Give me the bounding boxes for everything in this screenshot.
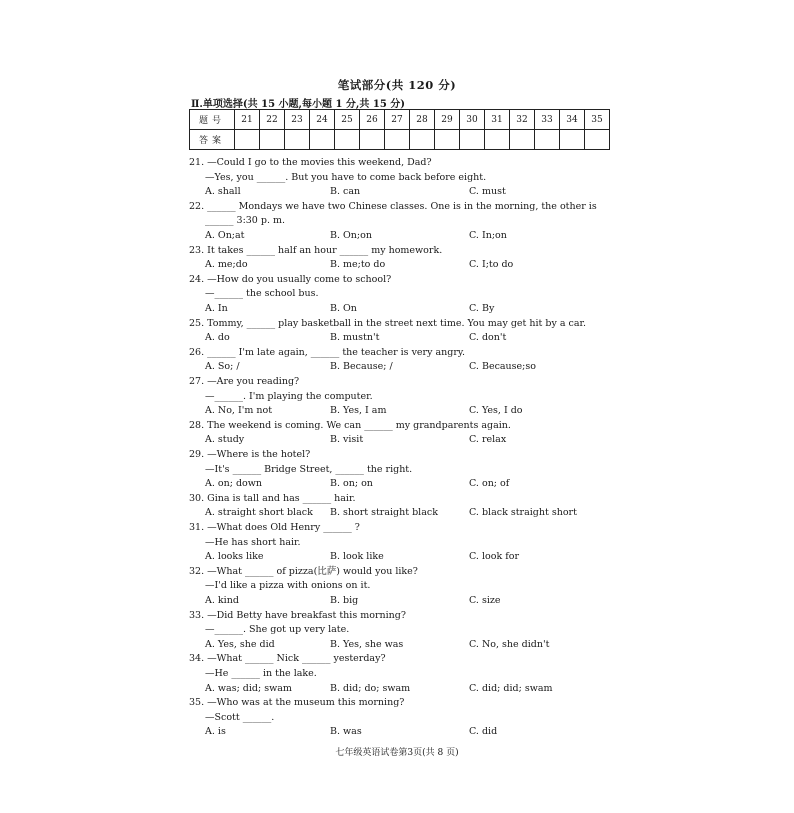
- question-stem: [0, 652, 794, 666]
- options-row: [0, 331, 794, 345]
- option-b[interactable]: B. Because; /: [330, 361, 393, 373]
- answer-cell[interactable]: [310, 130, 335, 150]
- option-b[interactable]: B. mustn't: [330, 332, 380, 344]
- options-row: [0, 725, 794, 739]
- answer-cell[interactable]: [460, 130, 485, 150]
- option-b[interactable]: B. big: [330, 595, 359, 606]
- answer-table-number: 33: [535, 110, 560, 130]
- answer-cell[interactable]: [560, 130, 585, 150]
- option-a[interactable]: A. On;at: [205, 230, 245, 241]
- question-text: 31. —What does Old Henry ______ ?: [189, 522, 360, 533]
- answer-cell[interactable]: [260, 130, 285, 150]
- option-a[interactable]: A. looks like: [205, 551, 264, 563]
- question-stem: [0, 565, 794, 579]
- question-text: 34. —What ______ Nick ______ yesterday?: [189, 653, 386, 665]
- answer-table-number: 22: [260, 110, 285, 130]
- question-text: 30. Gina is tall and has ______ hair.: [189, 492, 356, 504]
- answer-table-number: 25: [335, 110, 360, 130]
- question-text: —It's ______ Bridge Street, ______ the right.: [205, 463, 413, 475]
- question-stem: [0, 273, 794, 287]
- question-stem: [0, 375, 794, 389]
- answer-table-row2-label: 答案: [190, 130, 235, 150]
- options-row: [0, 682, 794, 696]
- option-b[interactable]: B. Yes, I am: [330, 405, 387, 417]
- question-line: [0, 667, 794, 681]
- question-text: —Scott ______.: [205, 711, 275, 723]
- section-heading: Ⅱ.单项选择(共 15 小题,每小题 1 分,共 15 分): [191, 99, 406, 110]
- answer-table-number: 23: [285, 110, 310, 130]
- option-a[interactable]: A. shall: [205, 186, 241, 198]
- option-c[interactable]: C. did: [469, 726, 498, 738]
- option-b[interactable]: B. visit: [330, 434, 364, 446]
- option-b[interactable]: B. Yes, she was: [330, 638, 404, 650]
- question-stem: [0, 200, 794, 214]
- options-row: [0, 477, 794, 491]
- answer-table-number: 28: [410, 110, 435, 130]
- option-c[interactable]: C. must: [469, 186, 506, 198]
- options-row: [0, 638, 794, 652]
- question-text: 22. ______ Mondays we have two Chinese classes. One is in the morning, the other is: [189, 200, 597, 212]
- answer-cell[interactable]: [385, 130, 410, 150]
- question-text: —He ______ in the lake.: [205, 668, 317, 679]
- options-row: [0, 433, 794, 447]
- question-text: —______ the school bus.: [205, 288, 319, 300]
- option-c[interactable]: C. By: [469, 303, 495, 314]
- option-c[interactable]: C. look for: [469, 551, 520, 563]
- question-text: 24. —How do you usually come to school?: [189, 273, 392, 285]
- option-b[interactable]: B. On;on: [330, 230, 372, 241]
- question-text: 23. It takes ______ half an hour ______ my homework.: [189, 244, 443, 256]
- answer-cell[interactable]: [285, 130, 310, 150]
- question-stem: [0, 696, 794, 710]
- answer-cell[interactable]: [485, 130, 510, 150]
- answer-table-number: 34: [560, 110, 585, 130]
- options-row: [0, 229, 794, 243]
- question-stem: [0, 521, 794, 535]
- option-c[interactable]: C. In;on: [469, 230, 507, 241]
- answer-table-number: 21: [235, 110, 260, 130]
- option-b[interactable]: B. on; on: [330, 478, 373, 490]
- question-line: [0, 463, 794, 477]
- option-b[interactable]: B. me;to do: [330, 259, 386, 271]
- question-stem: [0, 317, 794, 331]
- question-text: ______ 3:30 p. m.: [205, 215, 286, 227]
- option-b[interactable]: B. look like: [330, 551, 384, 563]
- question-stem: [0, 346, 794, 360]
- answer-cell[interactable]: [410, 130, 435, 150]
- option-a[interactable]: A. do: [205, 332, 230, 344]
- answer-table-number: 35: [585, 110, 610, 130]
- answer-table-row1-label: 题号: [190, 110, 235, 130]
- option-c[interactable]: C. size: [469, 595, 501, 606]
- question-text: —______. She got up very late.: [205, 624, 350, 636]
- option-b[interactable]: B. did; do; swam: [330, 682, 411, 694]
- options-row: [0, 404, 794, 418]
- answer-cell[interactable]: [535, 130, 560, 150]
- answer-table-number: 27: [385, 110, 410, 130]
- answer-table-number: 26: [360, 110, 385, 130]
- options-row: [0, 302, 794, 316]
- question-text: 26. ______ I'm late again, ______ the teacher is very angry.: [189, 346, 466, 358]
- option-a[interactable]: A. on; down: [205, 478, 263, 490]
- page-footer: 七年级英语试卷第3页(共 8 页): [335, 748, 459, 758]
- question-text: —He has short hair.: [205, 536, 301, 548]
- question-text: —______. I'm playing the computer.: [205, 390, 373, 402]
- question-text: 32. —What ______ of pizza(比萨) would you like?: [189, 565, 418, 577]
- answer-table-number: 32: [510, 110, 535, 130]
- question-text: 28. The weekend is coming. We can ______ my grandparents again.: [189, 419, 511, 431]
- page-title: 笔试部分(共 120 分): [337, 78, 457, 92]
- option-a[interactable]: A. So; /: [205, 361, 240, 373]
- option-a[interactable]: A. was; did; swam: [205, 682, 292, 694]
- question-text: 33. —Did Betty have breakfast this morning?: [189, 609, 406, 621]
- answer-table-number: 24: [310, 110, 335, 130]
- option-b[interactable]: B. On: [330, 303, 357, 314]
- question-line: [0, 711, 794, 725]
- answer-cell[interactable]: [335, 130, 360, 150]
- answer-table-number: 31: [485, 110, 510, 130]
- question-stem: [0, 448, 794, 462]
- option-c[interactable]: C. on; of: [469, 478, 510, 490]
- question-text: —Yes, you ______. But you have to come back before eight.: [205, 171, 487, 183]
- option-a[interactable]: A. In: [205, 303, 228, 314]
- answer-table-number: 29: [435, 110, 460, 130]
- option-c[interactable]: C. did; did; swam: [469, 682, 553, 694]
- question-text: 25. Tommy, ______ play basketball in the street next time. You may get hit by a car.: [189, 317, 587, 329]
- answer-table: [189, 109, 610, 150]
- question-line: [0, 390, 794, 404]
- options-row: [0, 360, 794, 374]
- options-row: [0, 594, 794, 608]
- options-row: [0, 185, 794, 199]
- question-line: [0, 287, 794, 301]
- question-line: [0, 214, 794, 228]
- options-row: [0, 550, 794, 564]
- answer-cell[interactable]: [510, 130, 535, 150]
- option-a[interactable]: A. No, I'm not: [205, 405, 273, 417]
- question-line: [0, 623, 794, 637]
- option-a[interactable]: A. study: [205, 434, 245, 446]
- answer-table-number-row: [190, 110, 610, 130]
- answer-table-number: 30: [460, 110, 485, 130]
- option-c[interactable]: C. No, she didn't: [469, 638, 550, 650]
- question-text: 35. —Who was at the museum this morning?: [189, 697, 405, 709]
- options-row: [0, 258, 794, 272]
- question-stem: [0, 419, 794, 433]
- option-b[interactable]: B. was: [330, 726, 362, 738]
- question-text: 29. —Where is the hotel?: [189, 449, 311, 460]
- option-c[interactable]: C. don't: [469, 332, 507, 344]
- option-c[interactable]: C. black straight short: [469, 507, 577, 519]
- question-stem: [0, 244, 794, 258]
- option-c[interactable]: C. Because;so: [469, 361, 536, 373]
- answer-table-answer-row: [190, 130, 610, 150]
- option-b[interactable]: B. short straight black: [330, 507, 438, 519]
- option-c[interactable]: C. relax: [469, 434, 507, 446]
- question-stem: [0, 156, 794, 170]
- question-line: [0, 171, 794, 185]
- answer-cell[interactable]: [435, 130, 460, 150]
- question-stem: [0, 492, 794, 506]
- option-a[interactable]: A. is: [205, 726, 226, 738]
- option-a[interactable]: A. straight short black: [205, 507, 313, 519]
- option-a[interactable]: A. me;do: [205, 259, 248, 271]
- option-c[interactable]: C. Yes, I do: [469, 405, 523, 417]
- option-b[interactable]: B. can: [330, 186, 361, 198]
- option-a[interactable]: A. Yes, she did: [205, 638, 275, 650]
- answer-cell[interactable]: [585, 130, 610, 150]
- question-text: 27. —Are you reading?: [189, 376, 300, 387]
- answer-cell[interactable]: [360, 130, 385, 150]
- question-text: —I'd like a pizza with onions on it.: [205, 580, 371, 592]
- question-text: 21. —Could I go to the movies this weekend, Dad?: [189, 157, 432, 168]
- question-line: [0, 579, 794, 593]
- options-row: [0, 506, 794, 520]
- question-line: [0, 536, 794, 550]
- answer-cell[interactable]: [235, 130, 260, 150]
- question-stem: [0, 609, 794, 623]
- option-a[interactable]: A. kind: [205, 595, 239, 606]
- option-c[interactable]: C. I;to do: [469, 259, 514, 271]
